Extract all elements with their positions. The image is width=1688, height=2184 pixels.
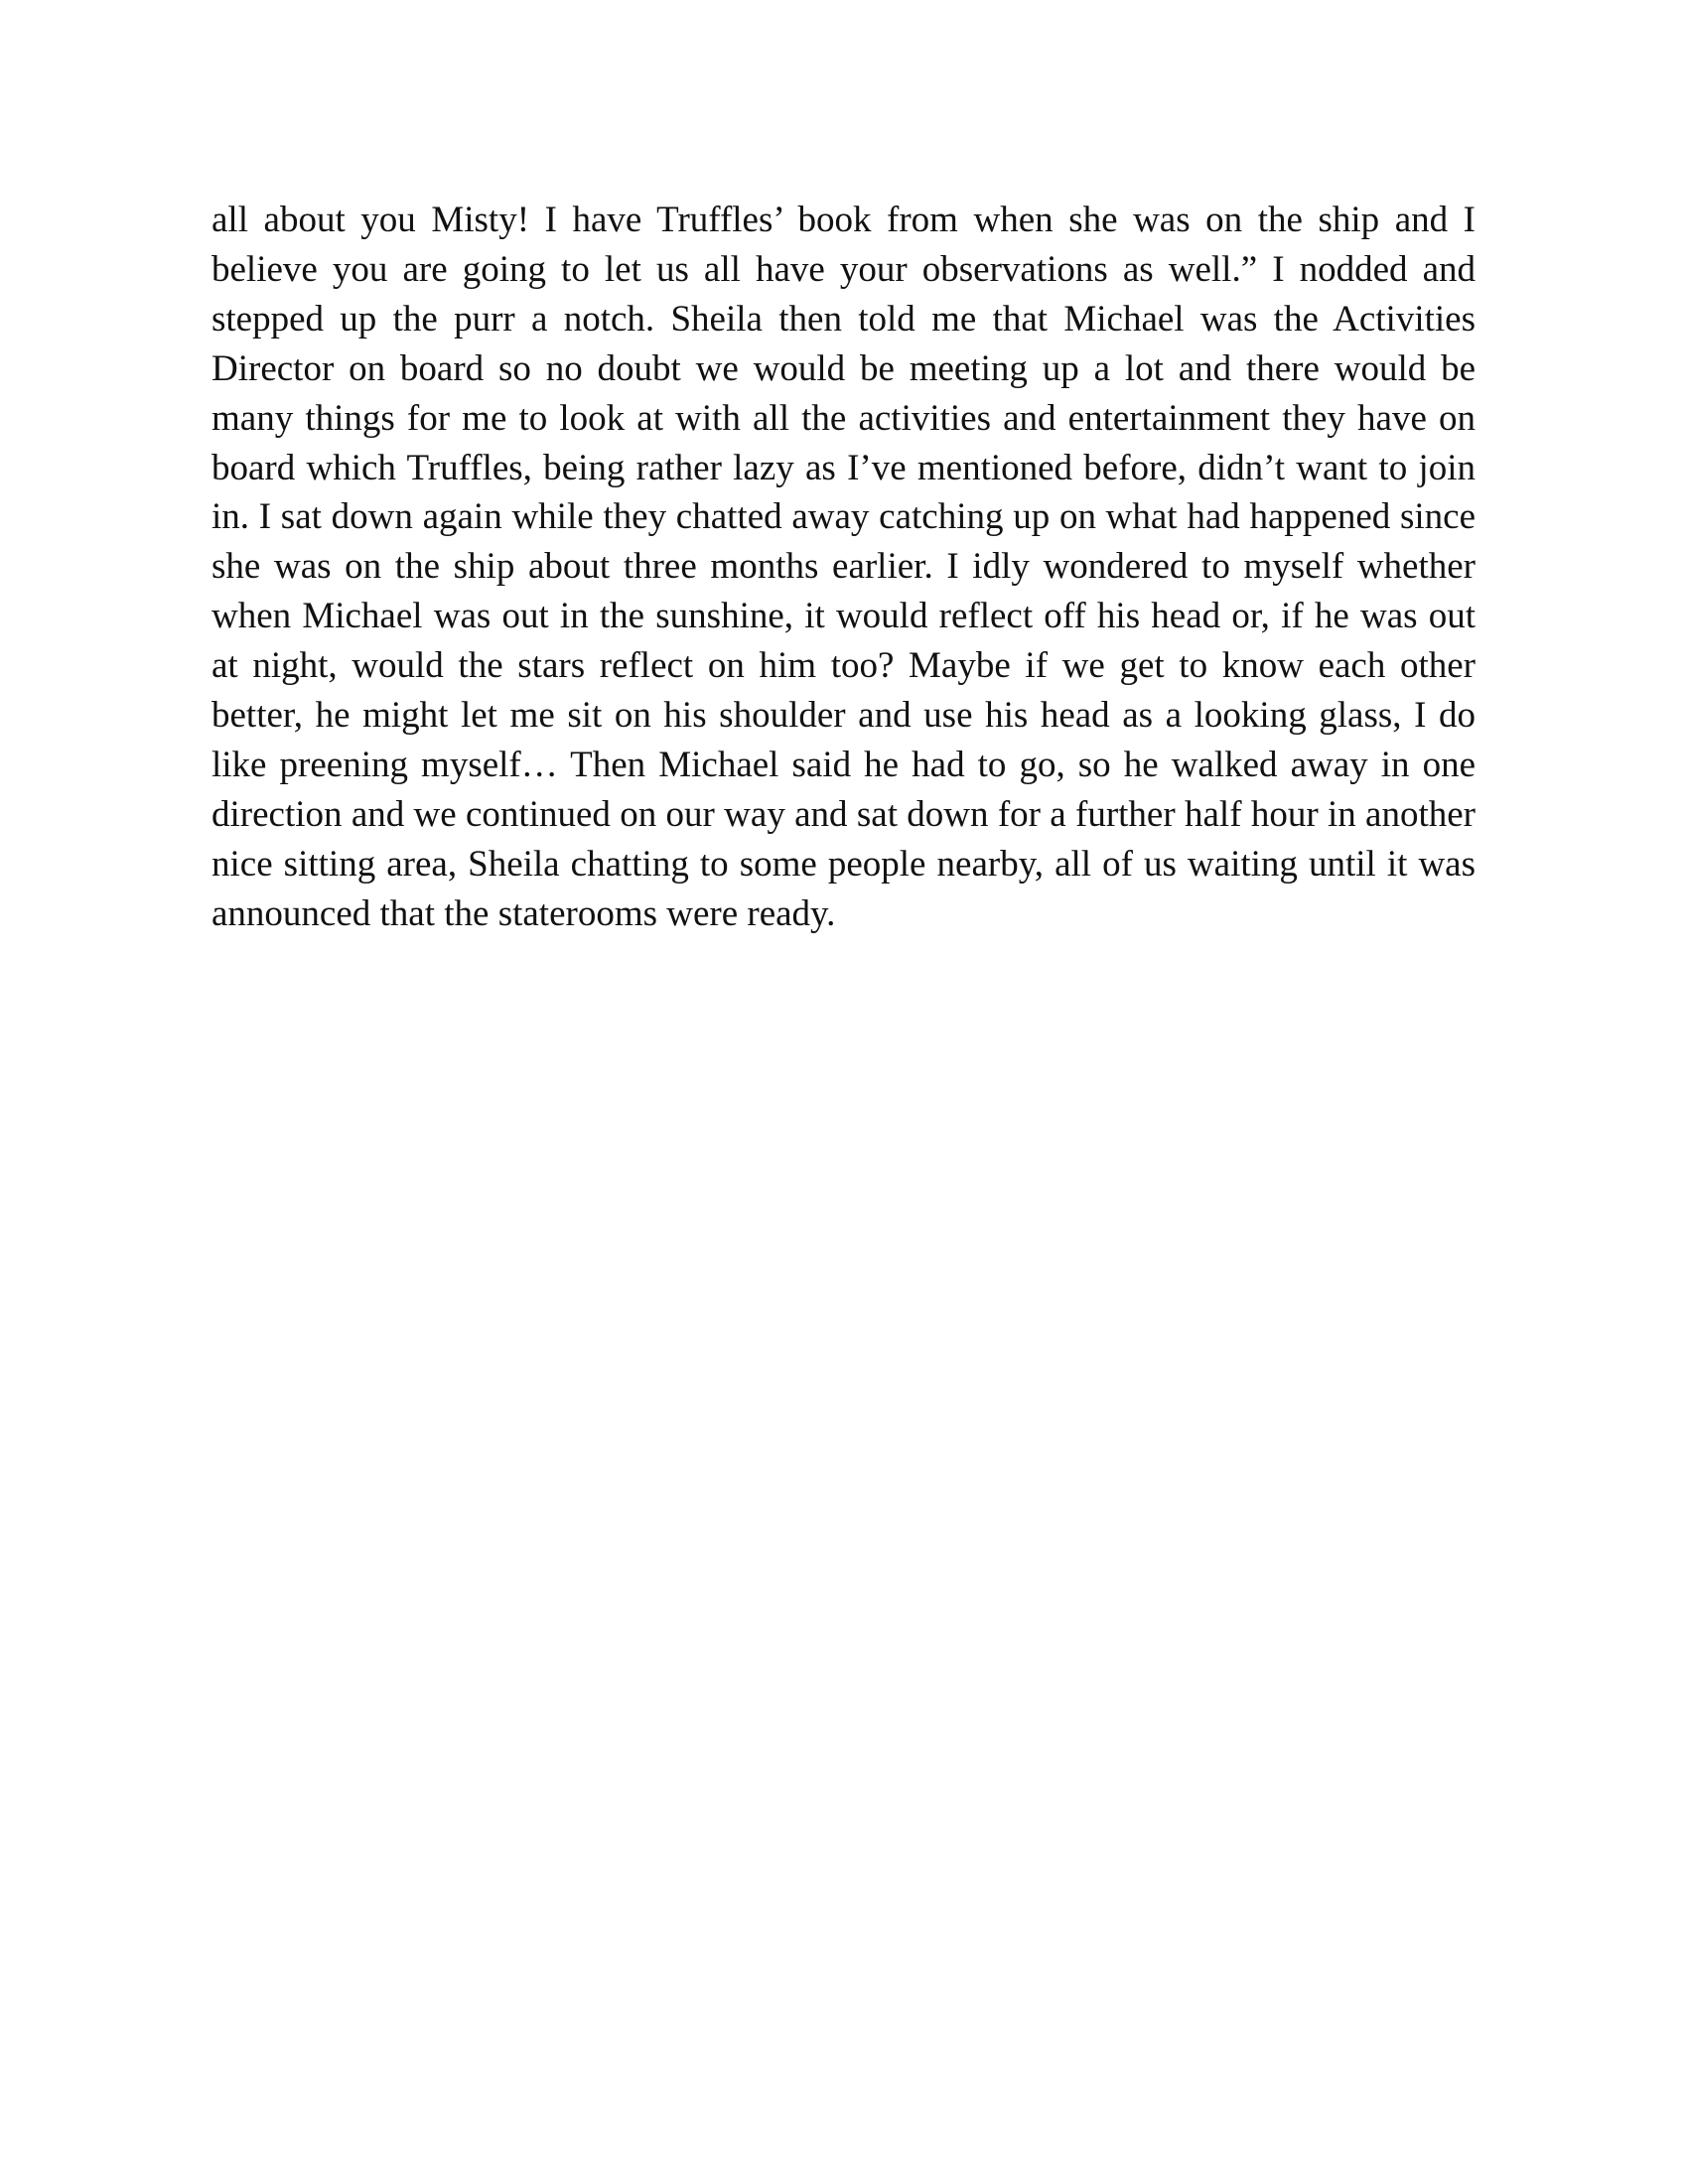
body-paragraph: all about you Misty! I have Truffles’ book from when she was on the ship and I believe you are going to let us all have your observations as well.” I nodded and stepped up the purr a notch. Sheila then told me that Michael was the Activities Director on board so no doubt we would be meeting up a lot and there would be many things for me to look at with all the activities and entertainment they have on board which Truffles, being rather lazy as I’ve mentioned before, didn’t want to join in. I sat down again while they chatted away catching up on what had happened since she was on the ship about three months earlier. I idly wondered to myself whether when Michael was out in the sunshine, it would reflect off his head or, if he was out at night, would the stars reflect on him too? Maybe if we get to know each other better, he might let me sit on his shoulder and use his head as a looking glass, I do like preening myself… Then Michael said he had to go, so he walked away in one direction and we continued on our way and sat down for a further half hour in another nice sitting area, Sheila chatting to some people nearby, all of us waiting until it was announced that the staterooms were ready. xyxy=(211,200,1476,934)
